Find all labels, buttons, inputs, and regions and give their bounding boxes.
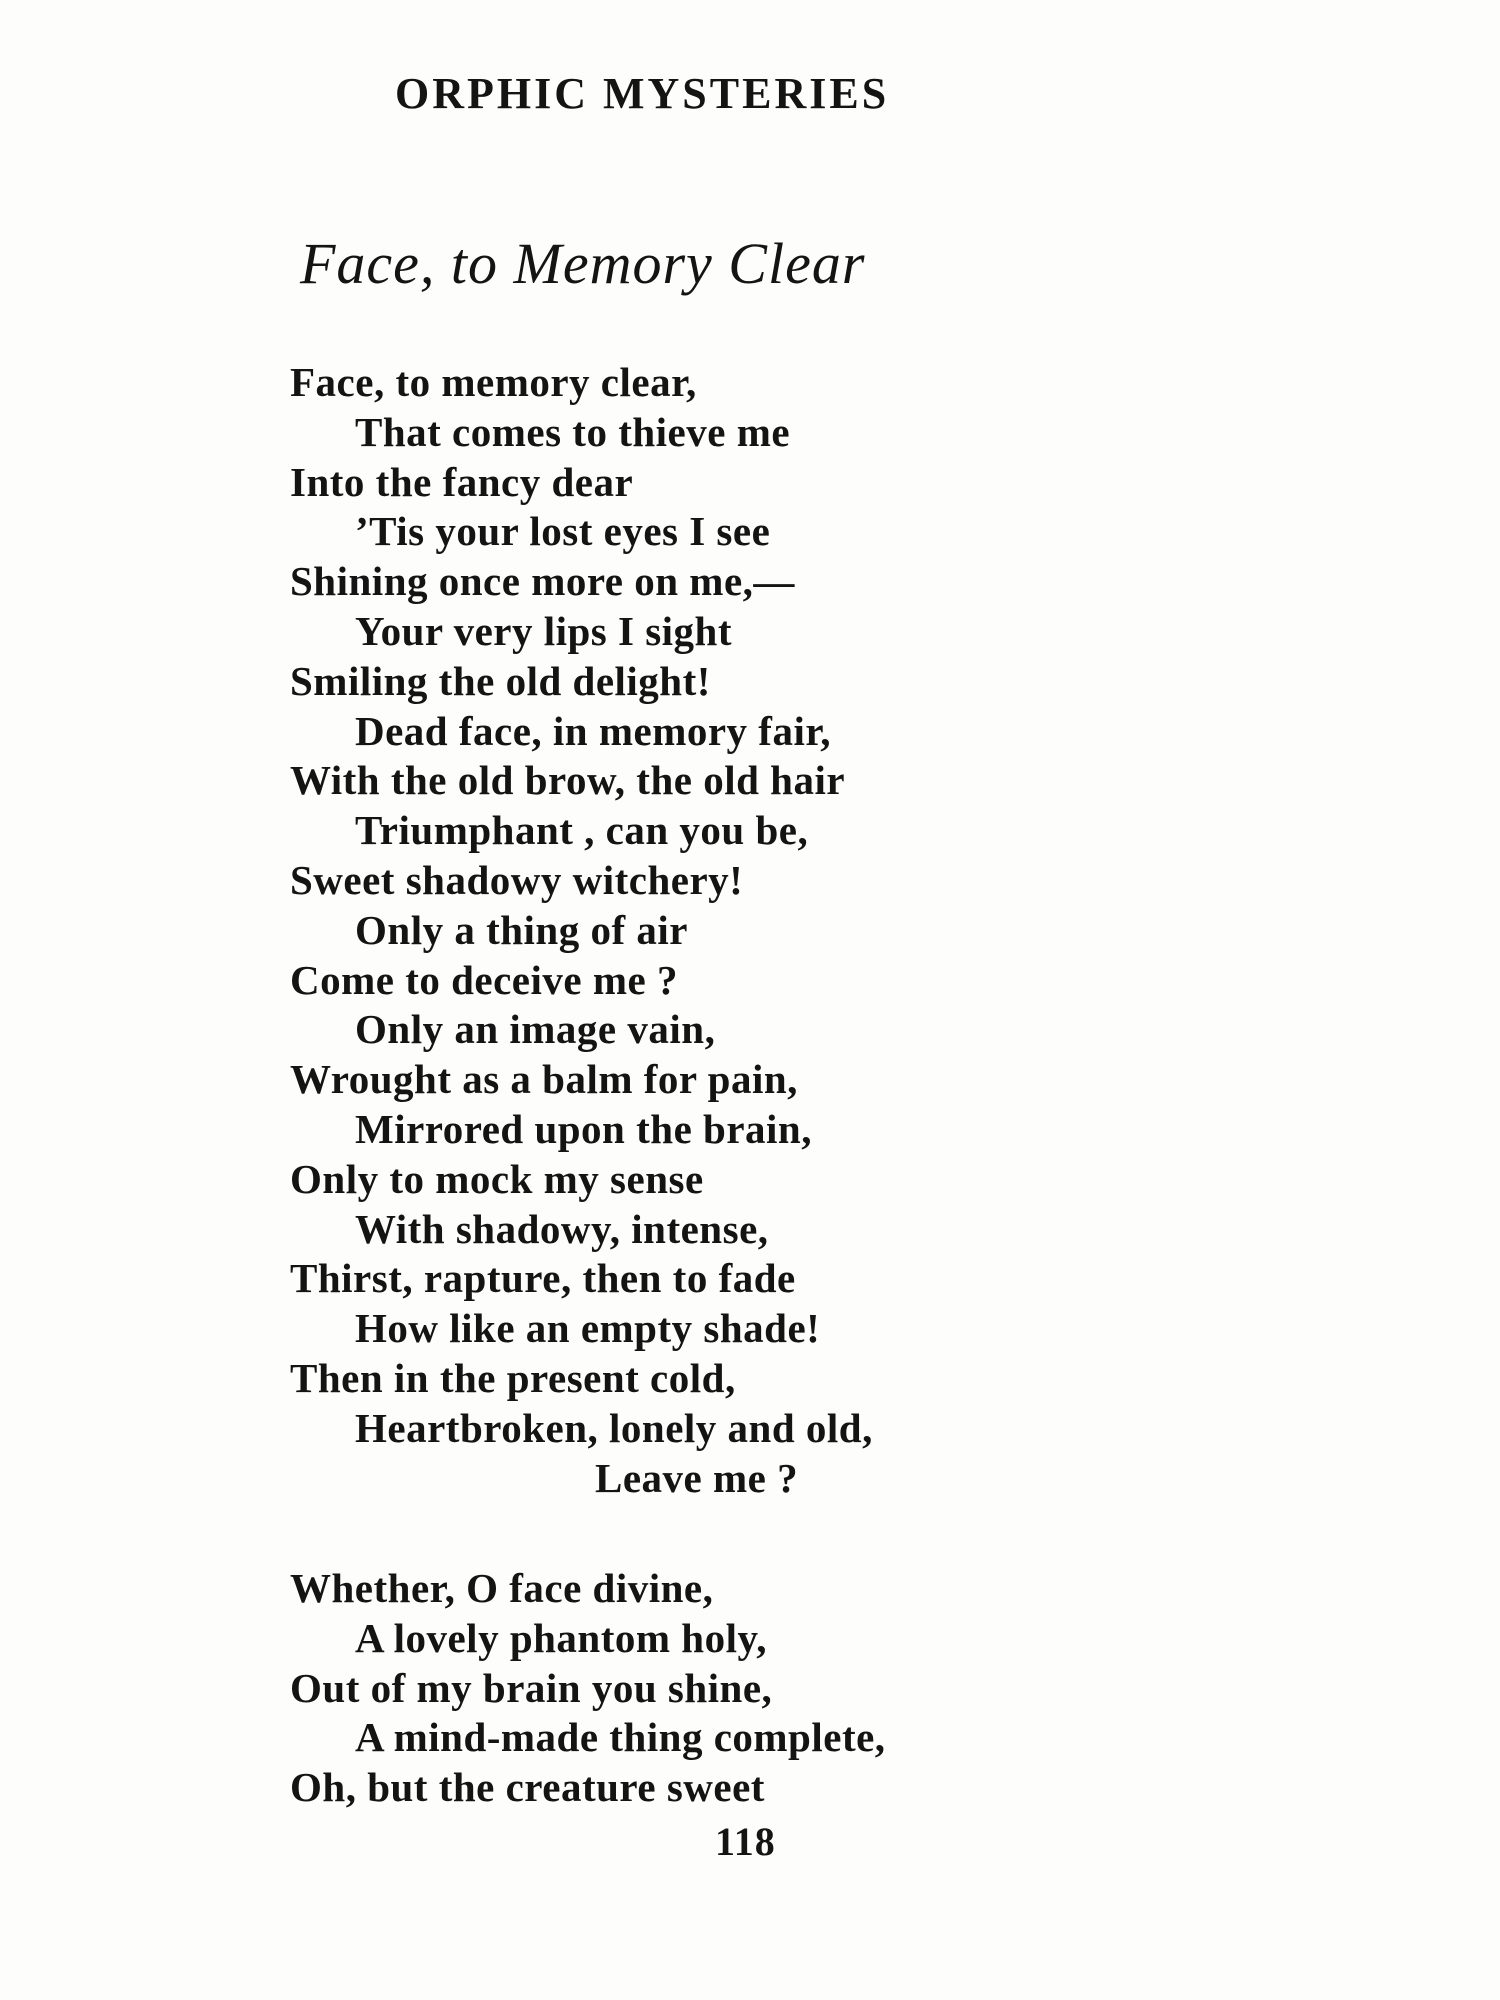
poem-line: Only a thing of air — [355, 906, 688, 953]
poem-line: Thirst, rapture, then to fade — [290, 1255, 796, 1302]
stanza-1 — [290, 358, 1290, 1503]
poem-line: Your very lips I sight — [355, 607, 733, 654]
poem-line: With the old brow, the old hair — [290, 757, 846, 804]
poem-line: With shadowy, intense, — [355, 1205, 769, 1252]
poem-line: Come to deceive me ? — [290, 956, 678, 1003]
poem-line: Into the fancy dear — [290, 458, 634, 505]
poem-line: A mind-made thing complete, — [355, 1714, 886, 1761]
poem-line: Face, to memory clear, — [290, 359, 697, 405]
poem-line: Only an image vain, — [355, 1006, 716, 1053]
poem-line: How like an empty shade! — [355, 1305, 821, 1352]
poem-line: Mirrored upon the brain, — [355, 1105, 812, 1152]
poem-line: Oh, but the creature sweet — [290, 1764, 765, 1811]
poem-line: Triumphant , can you be, — [355, 807, 809, 854]
running-head: ORPHIC MYSTERIES — [395, 69, 890, 118]
poem-line: Then in the present cold, — [290, 1354, 736, 1401]
poem-line: Sweet shadowy witchery! — [290, 856, 744, 903]
poem-line: Whether, O face divine, — [290, 1565, 714, 1611]
page-number: 118 — [715, 1819, 776, 1864]
poem-line: ’Tis your lost eyes I see — [355, 508, 771, 555]
poem-line: A lovely phantom holy, — [355, 1614, 767, 1661]
poem-title: Face, to Memory Clear — [300, 231, 866, 296]
stanza-2 — [290, 1564, 1290, 1813]
poem-line: Leave me ? — [595, 1454, 799, 1501]
poem-line: That comes to thieve me — [355, 408, 791, 455]
poem-line: Heartbroken, lonely and old, — [355, 1404, 873, 1451]
poem-line: Dead face, in memory fair, — [355, 707, 832, 754]
poem-line: Shining once more on me,— — [290, 558, 795, 605]
poem-line: Wrought as a balm for pain, — [290, 1056, 798, 1103]
poem-line: Smiling the old delight! — [290, 657, 711, 704]
poem-line: Out of my brain you shine, — [290, 1664, 773, 1711]
poem-line: Only to mock my sense — [290, 1155, 704, 1202]
